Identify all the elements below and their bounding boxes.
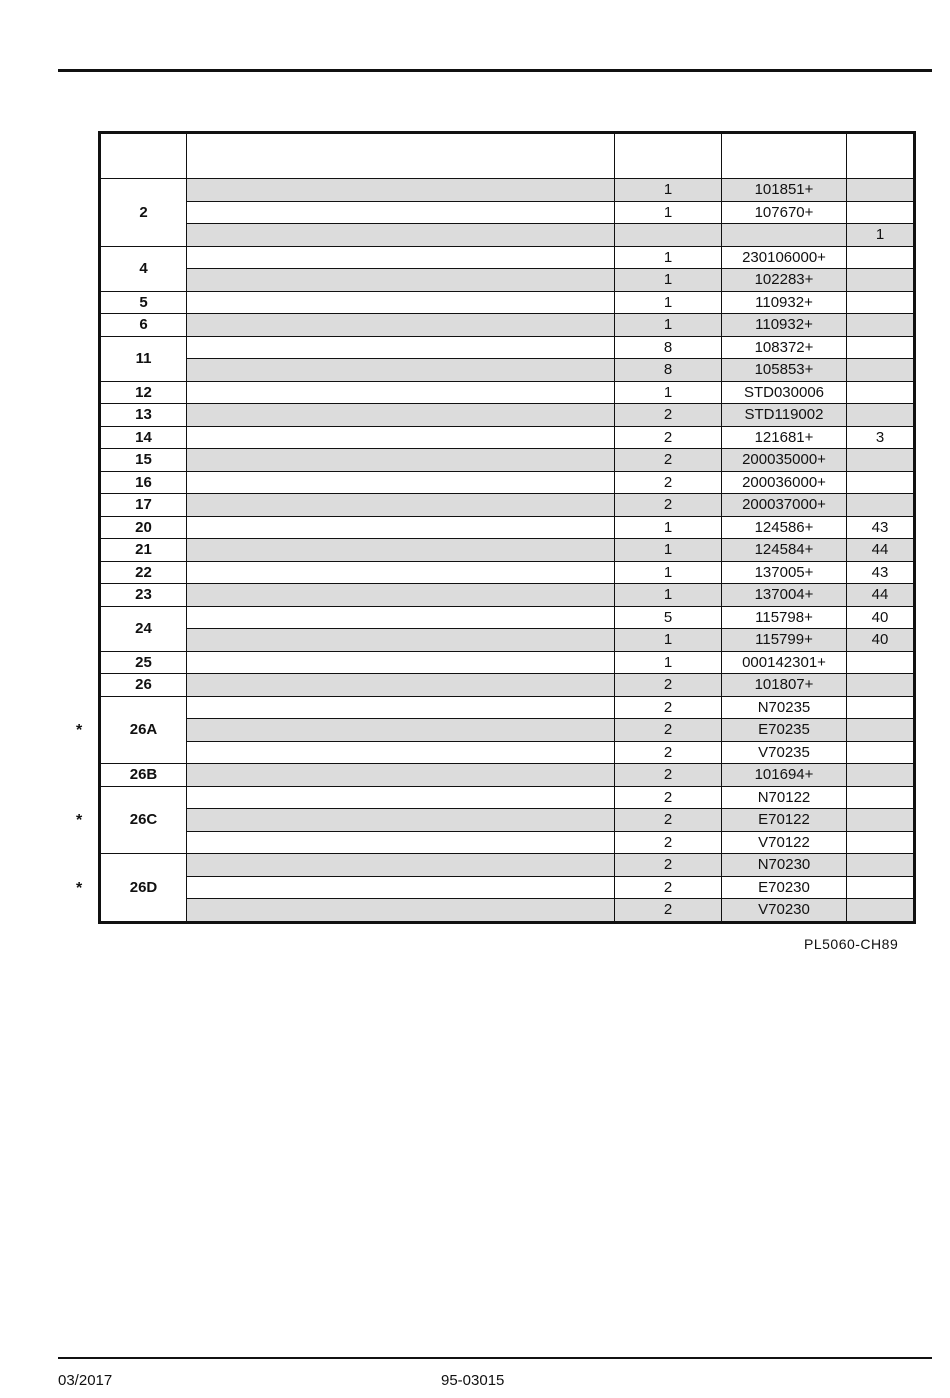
item-number: 12: [100, 381, 187, 404]
item-number: 25: [100, 651, 187, 674]
quantity-cell: 1: [615, 179, 722, 202]
note-cell: [847, 404, 915, 427]
figure-code: PL5060-CH89: [804, 936, 899, 952]
note-cell: 43: [847, 516, 915, 539]
description-cell: [187, 224, 615, 247]
table-row: [100, 674, 915, 697]
header-note-column: [847, 133, 915, 179]
note-cell: [847, 494, 915, 517]
quantity-cell: 2: [615, 404, 722, 427]
note-cell: [847, 291, 915, 314]
table-row: [100, 269, 915, 292]
part-number-cell: 230106000+: [722, 246, 847, 269]
note-cell: [847, 674, 915, 697]
note-cell: [847, 741, 915, 764]
table-row: [100, 336, 915, 359]
description-cell: [187, 809, 615, 832]
table-row: [100, 381, 915, 404]
part-number-cell: 200037000+: [722, 494, 847, 517]
quantity-cell: 2: [615, 741, 722, 764]
description-cell: [187, 471, 615, 494]
note-cell: [847, 764, 915, 787]
quantity-cell: 1: [615, 201, 722, 224]
part-number-cell: 000142301+: [722, 651, 847, 674]
description-cell: [187, 359, 615, 382]
description-cell: [187, 606, 615, 629]
table-row: [100, 584, 915, 607]
quantity-cell: 1: [615, 561, 722, 584]
footer-date: 03/2017: [58, 1372, 113, 1389]
item-number: 26B: [100, 764, 187, 787]
table-row: [100, 494, 915, 517]
quantity-cell: 2: [615, 426, 722, 449]
description-cell: [187, 854, 615, 877]
quantity-cell: 1: [615, 629, 722, 652]
table-row: [100, 561, 915, 584]
table-row: [100, 809, 915, 832]
item-number: 2: [100, 179, 187, 247]
part-number-cell: N70122: [722, 786, 847, 809]
item-number: 5: [100, 291, 187, 314]
part-number-cell: 110932+: [722, 314, 847, 337]
note-cell: 3: [847, 426, 915, 449]
quantity-cell: 1: [615, 584, 722, 607]
table-row: [100, 516, 915, 539]
item-number: 16: [100, 471, 187, 494]
description-cell: [187, 651, 615, 674]
table-row: [100, 201, 915, 224]
part-number-cell: 115798+: [722, 606, 847, 629]
item-number: 6: [100, 314, 187, 337]
description-cell: [187, 561, 615, 584]
item-number: 17: [100, 494, 187, 517]
quantity-cell: 2: [615, 899, 722, 923]
header-part-number-column: [722, 133, 847, 179]
note-cell: [847, 471, 915, 494]
description-cell: [187, 899, 615, 923]
item-number: 11: [100, 336, 187, 381]
note-cell: [847, 786, 915, 809]
table-row: [100, 404, 915, 427]
quantity-cell: 2: [615, 809, 722, 832]
item-number: 26D: [100, 854, 187, 923]
description-cell: [187, 291, 615, 314]
item-number: 22: [100, 561, 187, 584]
footer-rule: [58, 1357, 932, 1359]
quantity-cell: 1: [615, 314, 722, 337]
part-number-cell: 121681+: [722, 426, 847, 449]
quantity-cell: 2: [615, 719, 722, 742]
item-number: 20: [100, 516, 187, 539]
part-number-cell: 115799+: [722, 629, 847, 652]
quantity-cell: 1: [615, 381, 722, 404]
part-number-cell: E70230: [722, 876, 847, 899]
table-row: [100, 246, 915, 269]
quantity-cell: 2: [615, 854, 722, 877]
table-row: [100, 449, 915, 472]
part-number-cell: E70235: [722, 719, 847, 742]
part-number-cell: 200035000+: [722, 449, 847, 472]
note-cell: [847, 831, 915, 854]
quantity-cell: 1: [615, 651, 722, 674]
quantity-cell: 1: [615, 246, 722, 269]
table-header-row: [100, 133, 915, 179]
description-cell: [187, 831, 615, 854]
header-description-column: [187, 133, 615, 179]
table-row: [100, 179, 915, 202]
quantity-cell: 2: [615, 696, 722, 719]
note-cell: [847, 381, 915, 404]
note-cell: 1: [847, 224, 915, 247]
table-row: [100, 291, 915, 314]
note-cell: [847, 876, 915, 899]
note-cell: [847, 651, 915, 674]
note-cell: 40: [847, 629, 915, 652]
footer-doc-number: 95-03015: [441, 1372, 505, 1389]
note-cell: [847, 809, 915, 832]
table-row: [100, 764, 915, 787]
quantity-cell: 1: [615, 291, 722, 314]
description-cell: [187, 674, 615, 697]
table-row: [100, 741, 915, 764]
part-number-cell: V70235: [722, 741, 847, 764]
part-number-cell: 110932+: [722, 291, 847, 314]
table-row: [100, 629, 915, 652]
star-marker: *: [76, 811, 83, 829]
item-number: 21: [100, 539, 187, 562]
description-cell: [187, 741, 615, 764]
part-number-cell: STD119002: [722, 404, 847, 427]
star-marker: *: [76, 879, 83, 897]
quantity-cell: 2: [615, 876, 722, 899]
quantity-cell: [615, 224, 722, 247]
description-cell: [187, 269, 615, 292]
description-cell: [187, 494, 615, 517]
quantity-cell: 2: [615, 831, 722, 854]
description-cell: [187, 719, 615, 742]
description-cell: [187, 336, 615, 359]
table-row: [100, 719, 915, 742]
item-number: 14: [100, 426, 187, 449]
description-cell: [187, 314, 615, 337]
part-number-cell: N70230: [722, 854, 847, 877]
note-cell: [847, 899, 915, 923]
quantity-cell: 2: [615, 764, 722, 787]
description-cell: [187, 404, 615, 427]
part-number-cell: 101851+: [722, 179, 847, 202]
part-number-cell: V70230: [722, 899, 847, 923]
table-row: [100, 786, 915, 809]
item-number: 26C: [100, 786, 187, 854]
part-number-cell: V70122: [722, 831, 847, 854]
table-row: [100, 539, 915, 562]
header-quantity-column: [615, 133, 722, 179]
header-item-column: [100, 133, 187, 179]
description-cell: [187, 516, 615, 539]
quantity-cell: 1: [615, 269, 722, 292]
quantity-cell: 2: [615, 471, 722, 494]
part-number-cell: 124584+: [722, 539, 847, 562]
note-cell: 40: [847, 606, 915, 629]
quantity-cell: 5: [615, 606, 722, 629]
description-cell: [187, 449, 615, 472]
part-number-cell: [722, 224, 847, 247]
item-number: 4: [100, 246, 187, 291]
note-cell: 44: [847, 539, 915, 562]
description-cell: [187, 201, 615, 224]
table-row: [100, 854, 915, 877]
parts-table-body: [100, 179, 915, 923]
part-number-cell: 107670+: [722, 201, 847, 224]
part-number-cell: N70235: [722, 696, 847, 719]
description-cell: [187, 426, 615, 449]
part-number-cell: 102283+: [722, 269, 847, 292]
quantity-cell: 8: [615, 359, 722, 382]
table-row: [100, 471, 915, 494]
table-row: [100, 359, 915, 382]
description-cell: [187, 539, 615, 562]
part-number-cell: 101694+: [722, 764, 847, 787]
description-cell: [187, 381, 615, 404]
part-number-cell: 124586+: [722, 516, 847, 539]
table-row: [100, 876, 915, 899]
quantity-cell: 8: [615, 336, 722, 359]
table-row: [100, 651, 915, 674]
note-cell: [847, 246, 915, 269]
item-number: 13: [100, 404, 187, 427]
note-cell: [847, 179, 915, 202]
quantity-cell: 2: [615, 494, 722, 517]
table-row: [100, 224, 915, 247]
part-number-cell: 105853+: [722, 359, 847, 382]
quantity-cell: 1: [615, 516, 722, 539]
table-row: [100, 899, 915, 923]
note-cell: [847, 201, 915, 224]
table-row: [100, 696, 915, 719]
quantity-cell: 2: [615, 674, 722, 697]
quantity-cell: 2: [615, 786, 722, 809]
description-cell: [187, 179, 615, 202]
table-row: [100, 314, 915, 337]
item-number: 24: [100, 606, 187, 651]
note-cell: [847, 359, 915, 382]
part-number-cell: E70122: [722, 809, 847, 832]
table-row: [100, 606, 915, 629]
description-cell: [187, 786, 615, 809]
note-cell: 44: [847, 584, 915, 607]
description-cell: [187, 246, 615, 269]
part-number-cell: 108372+: [722, 336, 847, 359]
description-cell: [187, 876, 615, 899]
note-cell: [847, 314, 915, 337]
part-number-cell: 137004+: [722, 584, 847, 607]
star-marker: *: [76, 721, 83, 739]
quantity-cell: 2: [615, 449, 722, 472]
note-cell: 43: [847, 561, 915, 584]
note-cell: [847, 269, 915, 292]
description-cell: [187, 764, 615, 787]
parts-list-table: [98, 131, 916, 924]
note-cell: [847, 449, 915, 472]
item-number: 15: [100, 449, 187, 472]
item-number: 23: [100, 584, 187, 607]
part-number-cell: STD030006: [722, 381, 847, 404]
description-cell: [187, 696, 615, 719]
table-row: [100, 831, 915, 854]
note-cell: [847, 854, 915, 877]
item-number: 26A: [100, 696, 187, 764]
part-number-cell: 101807+: [722, 674, 847, 697]
description-cell: [187, 584, 615, 607]
quantity-cell: 1: [615, 539, 722, 562]
part-number-cell: 200036000+: [722, 471, 847, 494]
table-row: [100, 426, 915, 449]
item-number: 26: [100, 674, 187, 697]
note-cell: [847, 719, 915, 742]
note-cell: [847, 336, 915, 359]
header-rule: [58, 69, 932, 72]
note-cell: [847, 696, 915, 719]
part-number-cell: 137005+: [722, 561, 847, 584]
description-cell: [187, 629, 615, 652]
